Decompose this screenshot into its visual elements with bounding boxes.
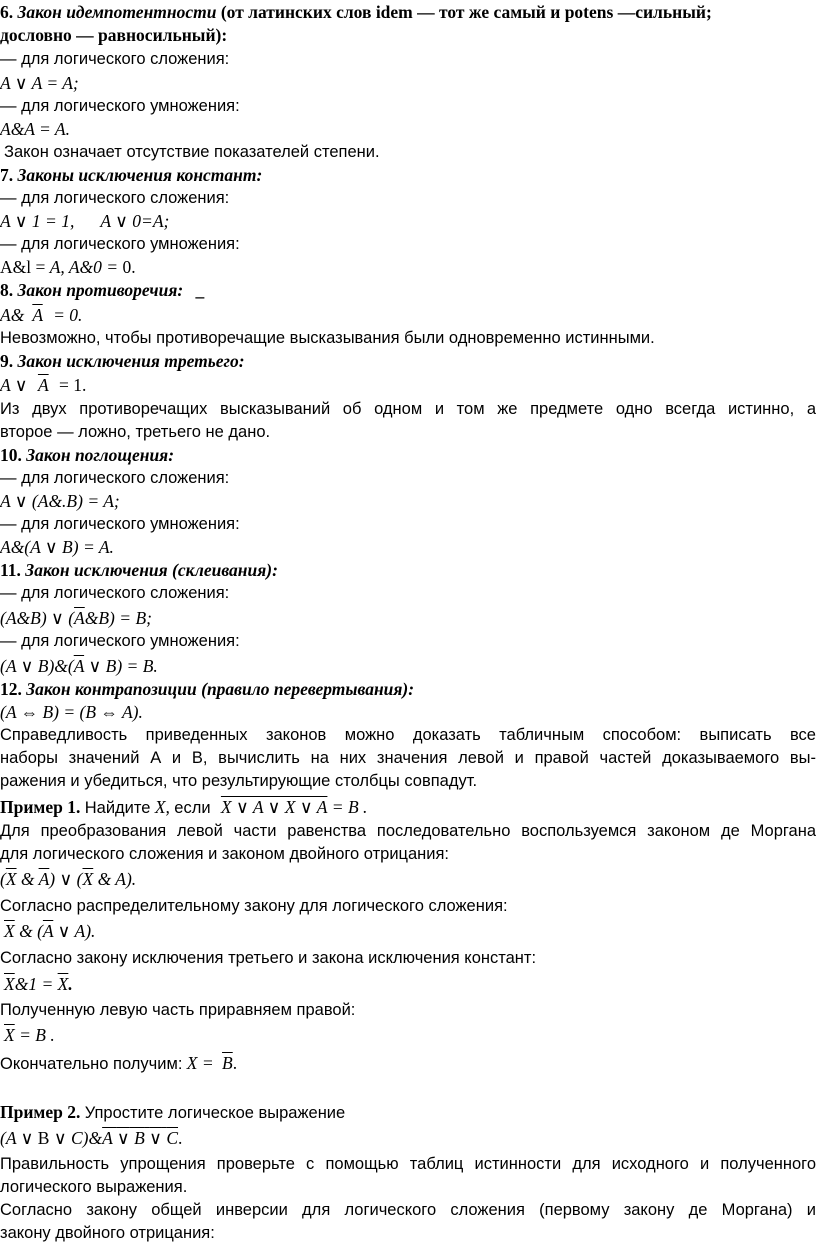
formula-line: A&l = A, A&0 = 0. <box>0 257 136 277</box>
text-line: логического выражения. <box>0 1178 188 1196</box>
overlined-expression: A ∨ B ∨ C <box>102 1128 179 1148</box>
formula-line: $\overline{X} = B$ . <box>4 1025 55 1045</box>
law-8-heading: 8. Закон противоречия: _ <box>0 280 205 300</box>
formula-line: A& $\overline{A} = 0$. <box>0 305 83 325</box>
text-line: для логического сложения и законом двойного отрицания: <box>0 845 450 863</box>
text-line: — для логического умножения: <box>0 632 240 650</box>
formula-line: (A ∨ $B)\&(\overline{A}$ ∨ B) = B. <box>0 656 158 676</box>
formula-line: A ∨ $\overline{A} = 1$. <box>0 375 87 395</box>
formula-line: (A ∨ B ∨ C)&A ∨ B ∨ C. <box>0 1128 183 1148</box>
text-line: — для логического сложения: <box>0 189 230 207</box>
example-2-task: Пример 2. Упростите логическое выражение <box>0 1102 346 1122</box>
text-line: — для логического сложения: <box>0 469 230 487</box>
formula-line: A&(A ∨ B) = A. <box>0 537 114 557</box>
law-9-heading: 9. Закон исключения третьего: <box>0 351 245 371</box>
example-1-task: Пример 1. Найдите X, если X ∨ A ∨ X ∨ A = B . <box>0 797 368 817</box>
text-line: наборы значений А и B, вычислить на них значения левой и правой частей доказываемого вы- <box>0 749 816 767</box>
formula-line: A ∨ 1 = 1, A ∨ 0=A; <box>0 211 170 231</box>
text-line: Полученную левую часть приравняем правой: <box>0 1001 356 1019</box>
text-line: второе — ложно, третьего не дано. <box>0 423 271 441</box>
formula-line: (A ⇔ B) = (B ⇔ A). <box>0 702 143 722</box>
law-11-heading: 11. Закон исключения (склеивания): <box>0 560 278 580</box>
example-1-answer: Окончательно получим: $X = \overline{B}$. <box>0 1053 238 1073</box>
formula-line: (A&B) ∨ $(\overline{A}\&B) = B$; <box>0 608 152 628</box>
text-line: Согласно закону общей инверсии для логического сложения (первому закону де Моргана) и <box>0 1201 816 1219</box>
law-6-heading: 6. Закон идемпотентности (от латинских слов idem — тот же самый и potens —сильный; <box>0 2 712 22</box>
text-line: — для логического умножения: <box>0 515 240 533</box>
text-line: — для логического сложения: <box>0 584 230 602</box>
text-line: Правильность упрощения проверьте с помощью таблиц истинности для исходного и полученного <box>0 1155 816 1173</box>
law-7-heading: 7. Законы исключения констант: <box>0 165 263 185</box>
text-line: Для преобразования левой части равенства последовательно воспользуемся законом де Моргана <box>0 822 816 840</box>
text-line: Из двух противоречащих высказываний об одном и том же предмете одно всегда истинно, а <box>0 400 816 418</box>
text-line: закону двойного отрицания: <box>0 1224 215 1242</box>
law-10-heading: 10. Закон поглощения: <box>0 445 175 465</box>
text-line: — для логического умножения: <box>0 235 240 253</box>
text-line: Согласно закону исключения третьего и закона исключения констант: <box>0 949 537 967</box>
formula-line: A&A = A. <box>0 119 70 139</box>
text-line: Невозможно, чтобы противоречащие высказывания были одновременно истинными. <box>0 329 655 347</box>
text-line: — для логического умножения: <box>0 97 240 115</box>
formula-line: $\overline{X}\&1 = \overline{X}$. <box>4 974 73 994</box>
text-line: — для логического сложения: <box>0 50 230 68</box>
formula-line: $\overline{X}$ & ($\overline{A}$ ∨ A). <box>4 921 96 941</box>
law-6-heading-cont: дословно — равносильный): <box>0 25 228 45</box>
text-line: Согласно распределительному закону для логического сложения: <box>0 897 508 915</box>
formula-line: A ∨ A = A; <box>0 73 79 93</box>
text-line: Закон означает отсутствие показателей степени. <box>4 143 380 161</box>
formula-line: A ∨ (A&.B) = A; <box>0 491 120 511</box>
text-line: ражения и убедиться, что результирующие столбцы совпадут. <box>0 772 478 790</box>
formula-line: ($\overline{X}$ & $\overline{A}$) ∨ ($\overline{X}$ & A). <box>0 869 137 889</box>
law-12-heading: 12. Закон контрапозиции (правило перевертывания): <box>0 679 415 699</box>
text-line: Справедливость приведенных законов можно доказать табличным способом: выписать все <box>0 726 816 744</box>
